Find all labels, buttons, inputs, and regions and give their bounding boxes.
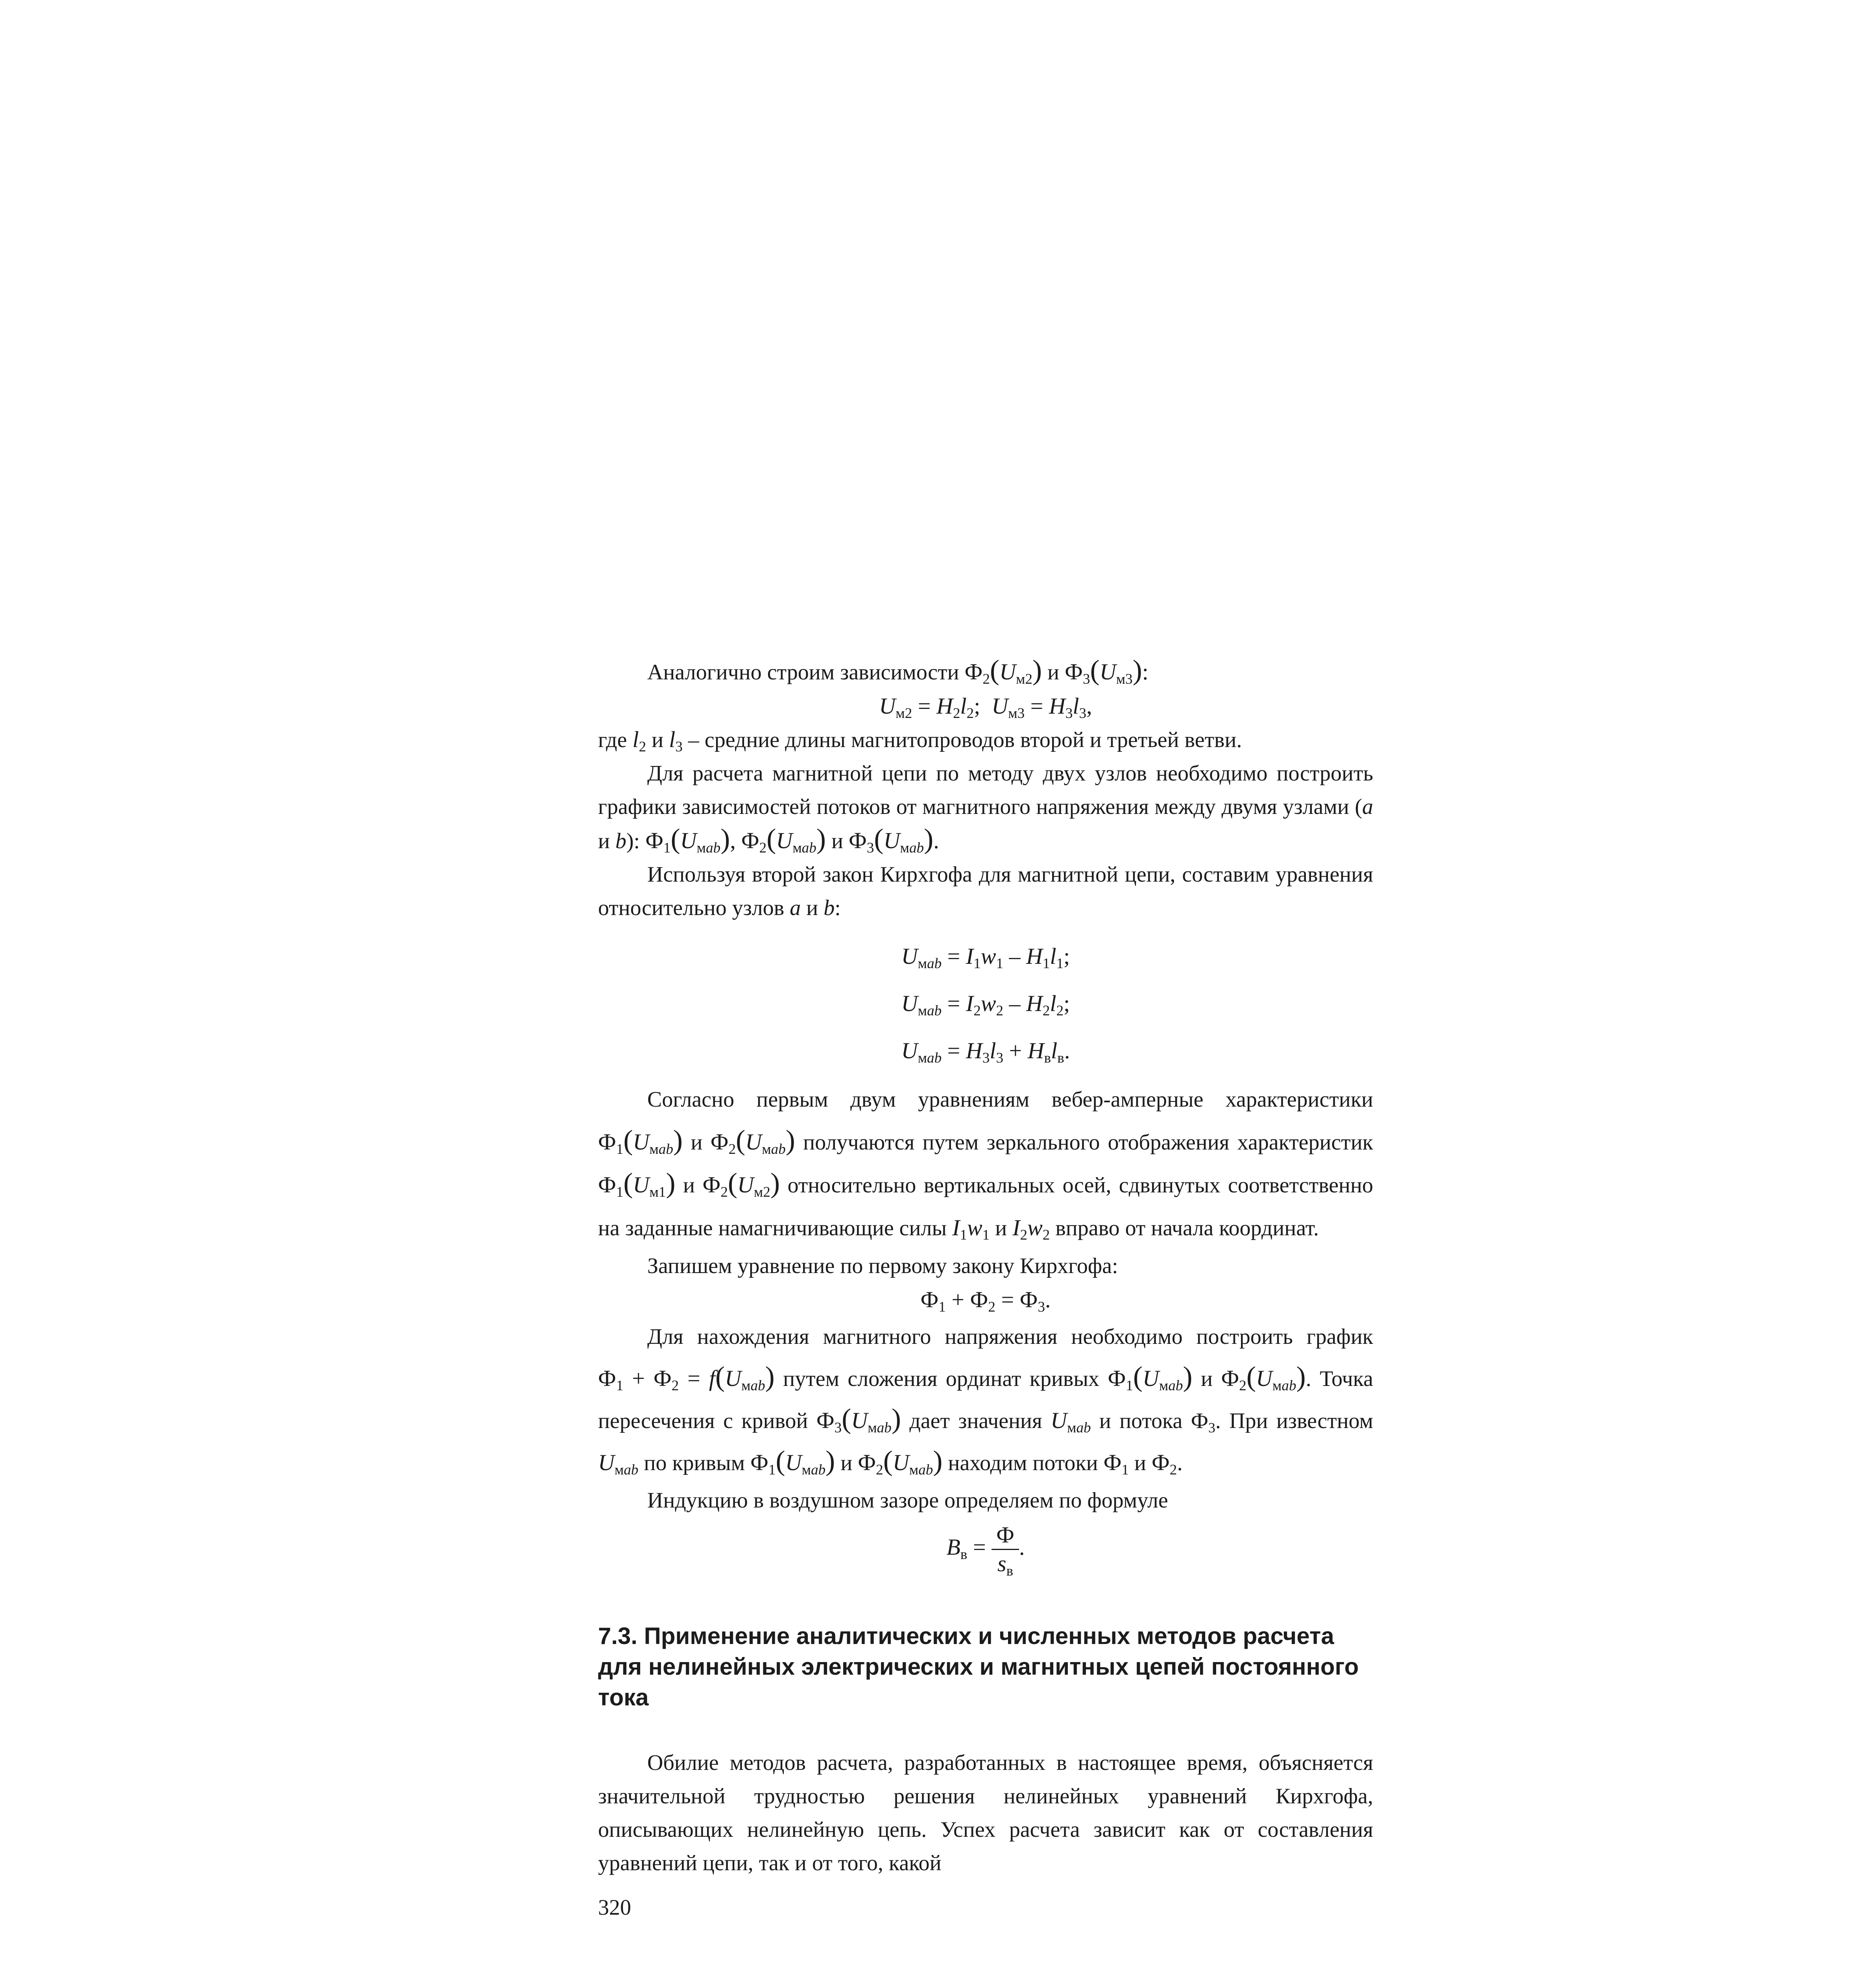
page-number: 320: [598, 1895, 631, 1920]
paragraph-4: Используя второй закон Кирхгофа для магнитной цепи, составим уравнения относительно узлов a и b:: [598, 862, 1373, 920]
equation-kirchhoff-first: Ф1 + Ф2 = Ф3.: [920, 1287, 1051, 1316]
equation-um2-um3: Uм2 = H2l2; Uм3 = H3l3,: [879, 693, 1092, 722]
formula-phi2-um2: Ф2(Uм2): [964, 654, 1042, 688]
formula-phi3-um3: Ф3(Uм3):: [1065, 654, 1148, 688]
equation-umab-1: Uмab = I1w1 – H1l1;: [901, 943, 1070, 972]
paragraph-1: Аналогично строим зависимости Ф2(Uм2) и Ф3(Uм3):: [647, 654, 1148, 688]
equation-block-node-voltages: [598, 933, 1373, 1074]
paragraph-3: Для расчета магнитной цепи по методу двух узлов необходимо построить графики зависимостей потоков от магнитного напряжения между двумя узлами (a и b): Ф1(Uмab), Ф2(Uмab) и Ф3(Uмab).: [598, 761, 1373, 856]
equation-umab-2: Uмab = I2w2 – H2l2;: [901, 991, 1070, 1019]
section-heading: 7.3. Применение аналитических и численных методов расчета для нелинейных электрических и магнитных цепей постоянного тока: [598, 1623, 1359, 1711]
paragraph-6: Запишем уравнение по первому закону Кирхгофа:: [647, 1254, 1118, 1278]
paragraph-2: где l2 и l3 – средние длины магнитопроводов второй и третьей ветви.: [598, 727, 1242, 755]
page-content: [598, 655, 1373, 1947]
equation-induction: Bв = $\frac{Ф}{sв}$ .: [946, 1522, 1025, 1580]
paragraph-last: Обилие методов расчета, разработанных в настоящее время, объясняется значительной трудностью решения нелинейных уравнений Кирхгофа, описывающих нелинейную цепь. Успех расчета зависит как от составления уравнений цепи, так и от того, какой: [598, 1751, 1373, 1875]
paragraph-5: Согласно первым двум уравнениям вебер-амперные характеристики Ф1(Uмab) и Ф2(Uмab) получаются путем зеркального отображения характеристик Ф1(Uм1) и Ф2(Uм2) относительно вертикальных осей, сдвинутых соответственно на заданные намагничивающие силы I1w1 и I2w2 вправо от начала координат.: [598, 1087, 1374, 1244]
paragraph-8: Индукцию в воздушном зазоре определяем по формуле: [647, 1488, 1168, 1513]
paragraph-7: Для нахождения магнитного напряжения необходимо построить график Ф1 + Ф2 = f(Uмab) путем сложения ординат кривых Ф1(Uмab) и Ф2(Uмab). Точка пересечения с кривой Ф3(Uмab) дает значения Uмab и потока Ф3. При известном Uмab по кривым Ф1(Uмab) и Ф2(Uмab) находим потоки Ф1 и Ф2.: [598, 1325, 1374, 1478]
equation-umab-3: Uмab = H3l3 + Hвlв.: [901, 1038, 1070, 1067]
